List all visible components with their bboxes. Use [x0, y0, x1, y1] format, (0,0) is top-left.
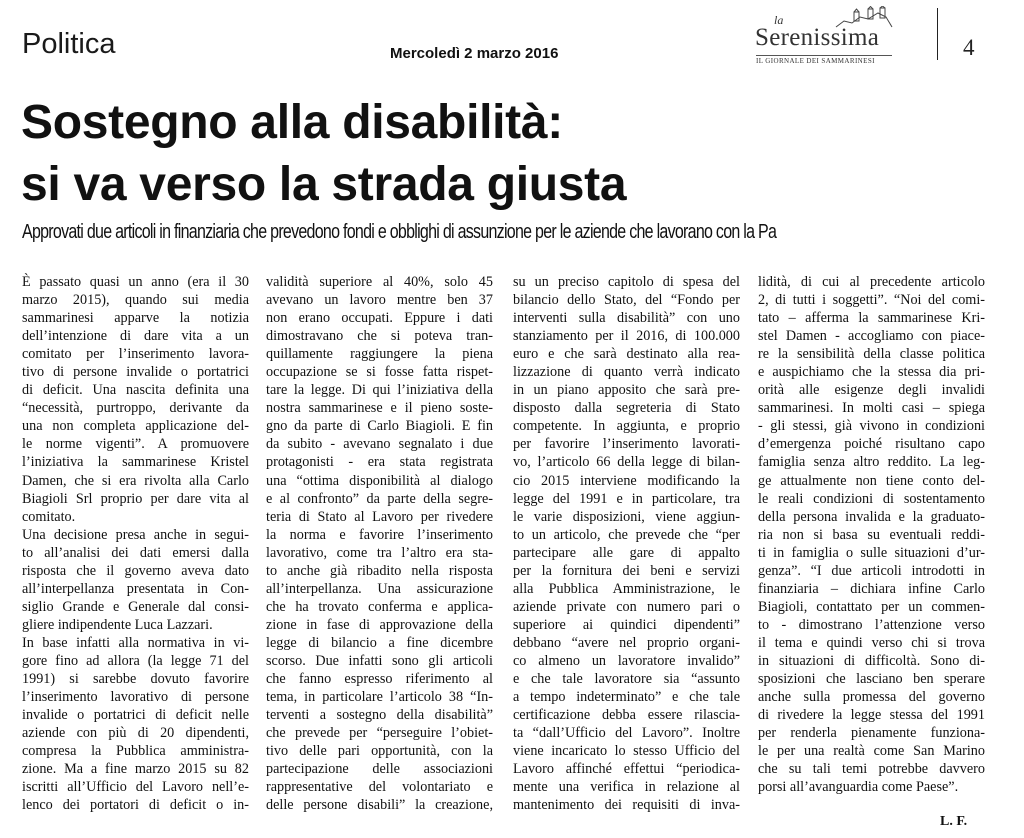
logo-article: la — [774, 13, 784, 27]
article-line: all’interpellanza. Una assicurazione — [266, 580, 493, 597]
article-line: cio 2015 interviene modificando la — [513, 472, 740, 489]
article-line: all’interpellanza presentata in Con- — [22, 580, 249, 597]
logo-divider — [756, 55, 892, 56]
article-line: aziende private con numero pari o — [513, 598, 740, 615]
article-line: le norme vigenti”. A promuovere — [22, 436, 249, 453]
article-line: risposta che il governo aveva dato — [22, 562, 249, 579]
article-line: gno da parte di Carlo Biagioli. E fin — [266, 418, 493, 435]
article-line: porsi all’avanguardia come Paese”. — [758, 779, 959, 796]
article-line: tema, in particolare l’articolo 38 “In- — [266, 689, 493, 706]
article-line: che fanno espresso riferimento al — [266, 671, 493, 688]
article-line: in situazioni di difficoltà. Sono di- — [758, 652, 985, 669]
article-line: disposto dalla segreteria di Stato — [513, 400, 740, 417]
article-line: e che tale lavoratore sia “assunto — [513, 671, 740, 688]
article-line: che su tali temi potrebbe davvero — [758, 761, 985, 778]
author-signature: L. F. — [940, 814, 968, 829]
article-column-2 — [266, 273, 493, 814]
article-line: e auspichiamo che la stessa dia pri- — [758, 364, 985, 381]
article-line: l’inserimento lavorativo di persone — [22, 689, 249, 706]
article-line: finanziaria – dichiara infine Carlo — [758, 580, 985, 597]
article-line: l’iniziativa la sammarinese Kristel — [22, 454, 249, 471]
article-line: protagonisti - era stata registrata — [266, 454, 493, 471]
article-line: In base infatti alla normativa in vi- — [22, 634, 249, 651]
section-label: Politica — [22, 28, 116, 60]
article-line: anche sulla promessa del governo — [758, 689, 985, 706]
article-column-3 — [513, 273, 740, 814]
article-line: rappresentative del volontariato e — [266, 779, 493, 796]
article-line: per renderla pienamente funziona- — [758, 725, 985, 742]
article-line: debbano “avere nel proprio organi- — [513, 634, 740, 651]
article-line: Biagioli, contattato per un commen- — [758, 598, 985, 615]
article-line: legge del 1991 e in particolare, tra — [513, 490, 740, 507]
article-line: ge attualmente non tiene conto del- — [758, 472, 985, 489]
article-line: il tema e quindi verso chi si trova — [758, 634, 985, 651]
article-line: ta “dall’Ufficio del Lavoro”. Inoltre — [513, 725, 740, 742]
subheadline: Approvati due articoli in finanziaria che prevedono fondi e obblighi di assunzione per le aziende che lavorano con la Pa — [22, 221, 777, 243]
article-line: re la sensibilità della classe politica — [758, 346, 985, 363]
article-line: lidità, di cui al precedente articolo — [758, 274, 985, 290]
article-line: Una decisione presa anche in segui- — [22, 526, 249, 543]
masthead-logo[interactable] — [752, 6, 902, 68]
article-line: marzo 2015), quando sui media — [22, 292, 249, 309]
article-line: su un preciso capitolo di spesa del — [513, 274, 740, 290]
article-line: lizzazione di quanto verrà indicato — [513, 364, 740, 381]
article-line: sposizioni che lasciano ben sperare — [758, 671, 985, 688]
article-line: iscritti all’Ufficio del Lavoro nell’e- — [22, 779, 249, 796]
headline-line-2: si va verso la strada giusta — [21, 158, 627, 211]
article-line: Damen, che si era rivolta alla Carlo — [22, 472, 249, 489]
article-line: di deficit. Una nascita definita una — [22, 382, 249, 399]
article-line: di rivedere la legge stessa del 1991 — [758, 707, 985, 724]
article-line: d’emergenza poiché risultano capo — [758, 436, 985, 453]
article-line: orità alle esigenze degli invalidi — [758, 382, 985, 399]
article-line: sammarinesi apparve la notizia — [22, 310, 249, 327]
header-divider — [937, 8, 938, 60]
article-line: interventi sulla disabilità” con uno — [513, 310, 740, 327]
article-line: genza”. “I due articoli introdotti in — [758, 562, 985, 579]
article-line: mente una verifica in relazione al — [513, 779, 740, 796]
article-line: partecipazione delle associazioni — [266, 761, 493, 778]
article-line: alla Pubblica Amministrazione, le — [513, 580, 740, 597]
article-line: occupazione se si fosse fatta rispet- — [266, 364, 493, 381]
article-line: sammarinesi. In molti casi – spiega — [758, 400, 985, 417]
article-line: dimostravano che si poteva tran- — [266, 328, 493, 345]
article-line: 1991) si sarebbe dovuto favorire — [22, 671, 249, 688]
article-line: ti in famiglia o sulle situazioni d’ur- — [758, 544, 985, 561]
article-line: avevano un lavoro mentre ben 37 — [266, 292, 493, 309]
article-column-4 — [758, 273, 985, 796]
article-line: comitato per l’inserimento lavora- — [22, 346, 249, 363]
article-line: nostra sammarinese e il pieno soste- — [266, 400, 493, 417]
article-line: terventi a sostegno della disabilità” — [266, 707, 493, 724]
article-line: viene incaricato lo stesso Ufficio del — [513, 743, 740, 760]
article-line: to - dimostrano l’attenzione verso — [758, 616, 985, 633]
article-line: ria non si basa su eventuali reddi- — [758, 526, 985, 543]
page-number: 4 — [963, 35, 975, 60]
article-line: to anche già ribadito nella risposta — [266, 562, 493, 579]
article-line: competente. In aggiunta, e proprio — [513, 418, 740, 435]
article-line: Biagioli Srl proprio per dare vita al — [22, 490, 249, 507]
article-line: tato – afferma la sammarinese Kri- — [758, 310, 985, 327]
article-line: zione in fase di approvazione della — [266, 616, 493, 633]
article-line: partecipare alle gare di appalto — [513, 544, 740, 561]
issue-date: Mercoledì 2 marzo 2016 — [390, 45, 559, 62]
logo-tagline: IL GIORNALE DEI SAMMARINESI — [756, 57, 875, 65]
article-line: euro e che sarà destinato alla rea- — [513, 346, 740, 363]
article-line: siglio Grande e Generale dal consi- — [22, 598, 249, 615]
article-line: per la fornitura dei beni e servizi — [513, 562, 740, 579]
logo-name: Serenissima — [755, 24, 880, 51]
article-line: e al confronto” da parte della segre- — [266, 490, 493, 507]
article-line: a tempo indeterminato” e che tale — [513, 689, 740, 706]
article-line: lenco dei portatori di deficit o in- — [22, 797, 249, 814]
article-line: vo, l’articolo 66 della legge di bilan- — [513, 454, 740, 471]
article-line: validità superiore al 40%, solo 45 — [266, 274, 493, 290]
article-line: tivo delle pari opportunità, con la — [266, 743, 493, 760]
article-line: aziende con più di 20 dipendenti, — [22, 725, 249, 742]
headline — [21, 92, 626, 216]
article-line: non erano occupati. Eppure i dati — [266, 310, 493, 327]
article-line: gore fino ad allora (la legge 71 del — [22, 652, 249, 669]
article-line: le per una realtà come San Marino — [758, 743, 985, 760]
article-line: invalide o portatrici di deficit nelle — [22, 707, 249, 724]
article-line: “necessità, purtroppo, derivante da — [22, 400, 249, 417]
article-line: bilancio dello Stato, del “Fondo per — [513, 292, 740, 309]
article-line: da subito - avevano segnalato i due — [266, 436, 493, 453]
headline-line-1: Sostegno alla disabilità: — [21, 96, 563, 149]
article-line: la norma e favorire l’inserimento — [266, 526, 493, 543]
article-line: È passato quasi un anno (era il 30 — [22, 274, 249, 290]
article-line: certificazione debba essere rilascia- — [513, 707, 740, 724]
article-line: le reali condizioni di sostentamento — [758, 490, 985, 507]
article-line: una “ottima disponibilità al dialogo — [266, 472, 493, 489]
article-line: gliere indipendente Luca Lazzari. — [22, 616, 213, 633]
article-line: in un piano apposito che sarà pre- — [513, 382, 740, 399]
article-line: scorso. Due infatti sono gli articoli — [266, 652, 493, 669]
article-line: per favorire l’inserimento lavorati- — [513, 436, 740, 453]
article-line: co almeno un lavoratore invalido” — [513, 652, 740, 669]
article-line: dell’intenzione di dare vita a un — [22, 328, 249, 345]
article-line: zione. Ma a fine marzo 2015 su 82 — [22, 761, 249, 778]
article-line: stel Damen - accogliamo con piace- — [758, 328, 985, 345]
article-line: stanziamento per il 2016, di 100.000 — [513, 328, 740, 345]
article-line: che ha trovato conferma e applica- — [266, 598, 493, 615]
article-line: to un articolo, che prevede che “per — [513, 526, 740, 543]
article-line: le varie disposizioni, viene aggiun- — [513, 508, 740, 525]
article-line: comitato. — [22, 508, 76, 525]
article-column-1 — [22, 273, 249, 814]
article-line: mantenimento dei requisiti di inva- — [513, 797, 740, 814]
article-line: che prevede per “perseguire l’obiet- — [266, 725, 493, 742]
article-line: 2, di tutti i soggetti”. “Noi del comi- — [758, 292, 985, 309]
article-line: Lavoro affinché effettui “periodica- — [513, 761, 740, 778]
article-line: tivo di persone invalide o portatrici — [22, 364, 249, 381]
article-line: tare la legge. Di qui l’iniziativa della — [266, 382, 493, 399]
article-line: - gli stessi, già vivono in condizioni — [758, 418, 985, 435]
article-line: una non completa applicazione del- — [22, 418, 249, 435]
article-line: superiore ai quindici dipendenti” — [513, 616, 740, 633]
article-line: della persona invalida e la graduato- — [758, 508, 985, 525]
article-line: lavorativo, come tra l’altro era sta- — [266, 544, 493, 561]
article-line: to all’analisi dei dati emersi dalla — [22, 544, 249, 561]
article-line: legge di bilancio a fine dicembre — [266, 634, 493, 651]
article-line: famiglia senza altro reddito. La leg- — [758, 454, 985, 471]
article-line: compresa la Pubblica amministra- — [22, 743, 249, 760]
article-line: teria di Stato al Lavoro per rivedere — [266, 508, 493, 525]
article-line: quillamente raggiungere la piena — [266, 346, 493, 363]
article-line: delle persone disabili” la creazione, — [266, 797, 493, 814]
